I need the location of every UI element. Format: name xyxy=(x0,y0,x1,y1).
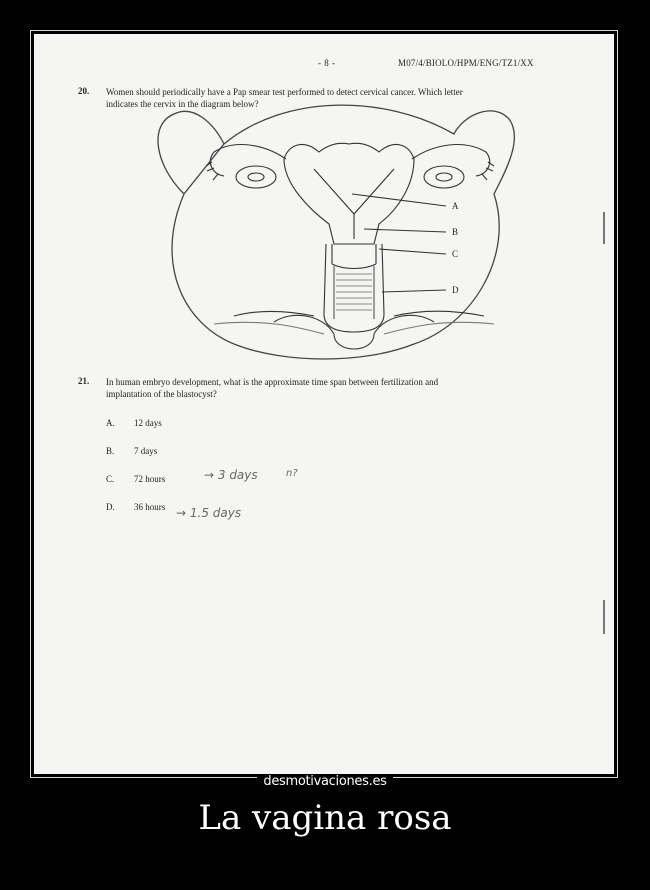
question-20-line-2: indicates the cervix in the diagram below? xyxy=(106,99,259,109)
scan-mark-top xyxy=(603,212,605,244)
option-c-text: 72 hours xyxy=(134,474,166,484)
uterus xyxy=(284,143,414,244)
site-name: desmotivaciones.es xyxy=(257,774,392,789)
uterine-cavity xyxy=(314,169,394,239)
handwritten-note-d: → 1.5 days xyxy=(176,506,242,520)
option-b-text: 7 days xyxy=(134,446,158,456)
vagina xyxy=(324,244,384,332)
scan-mark-bottom xyxy=(603,600,605,634)
label-b: B xyxy=(452,227,459,237)
option-c-letter: C. xyxy=(106,474,115,484)
handwritten-note-c: → 3 days xyxy=(204,468,258,482)
fallopian-tube-left xyxy=(210,145,286,176)
option-b-letter: B. xyxy=(106,446,115,456)
option-a-letter: A. xyxy=(106,418,115,428)
question-21-number: 21. xyxy=(78,376,90,386)
paper-code: M07/4/BIOLO/HPM/ENG/TZ1/XX xyxy=(398,58,534,68)
label-a: A xyxy=(452,201,459,211)
page-number: - 8 - xyxy=(318,58,336,68)
cervix xyxy=(332,244,376,269)
option-d-letter: D. xyxy=(106,502,115,512)
fallopian-tube-right xyxy=(412,145,490,176)
question-20-line-1: Women should periodically have a Pap smear test performed to detect cervical cancer. Which letter xyxy=(106,87,463,97)
doodle-bear-head xyxy=(158,105,514,359)
poster-caption: La vagina rosa xyxy=(198,798,452,838)
handwritten-note-c2: n? xyxy=(286,468,298,479)
ovary-right xyxy=(424,166,464,188)
question-21-line-1: In human embryo development, what is the approximate time span between fertilization and xyxy=(106,377,439,387)
ovary-left xyxy=(236,166,276,188)
exam-page xyxy=(34,34,614,774)
label-d: D xyxy=(452,285,459,295)
option-d-text: 36 hours xyxy=(134,502,166,512)
anatomy-diagram xyxy=(34,34,614,374)
leader-b xyxy=(364,229,446,232)
question-20-number: 20. xyxy=(78,86,90,96)
option-a-text: 12 days xyxy=(134,418,162,428)
question-21-line-2: implantation of the blastocyst? xyxy=(106,389,217,399)
label-c: C xyxy=(452,249,459,259)
leader-d xyxy=(382,290,446,292)
leader-c xyxy=(379,249,446,254)
